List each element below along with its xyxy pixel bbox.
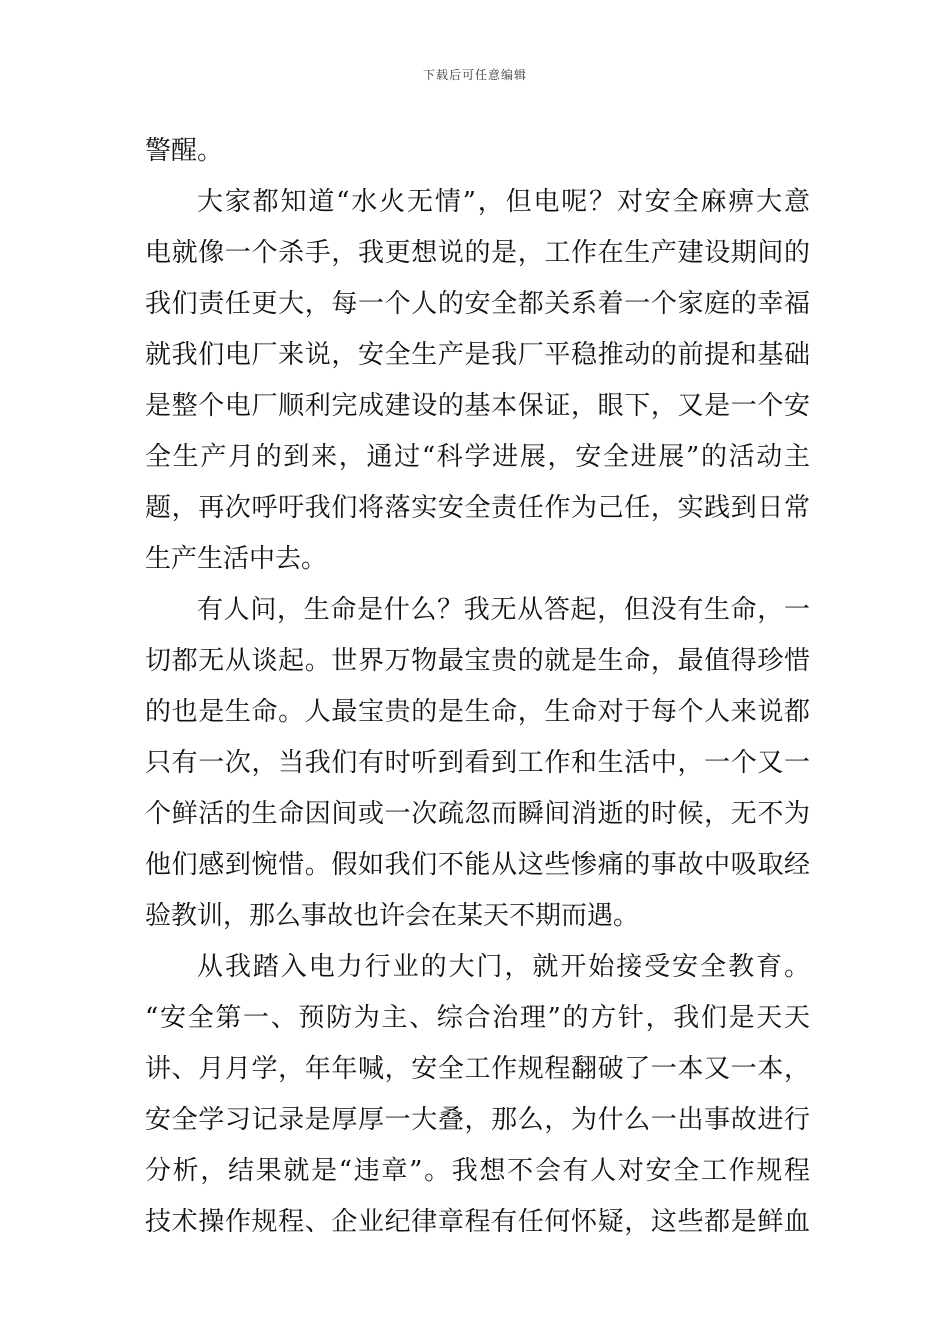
text-line: 大家都知道“水火无情”，但电呢？对安全麻痹大意: [197, 187, 810, 217]
text-line: 讲、月月学，年年喊，安全工作规程翻破了一本又一本，: [145, 1054, 810, 1084]
text-line: “安全第一、预防为主、综合治理”的方针，我们是天天: [145, 1003, 810, 1033]
text-line: 只有一次，当我们有时听到看到工作和生活中，一个又一: [145, 748, 810, 778]
text-line: 是整个电厂顺利完成建设的基本保证，眼下，又是一个安: [145, 391, 810, 421]
text-line: 警醒。: [145, 136, 224, 166]
text-line: 验教训，那么事故也许会在某天不期而遇。: [145, 901, 640, 931]
text-line: 安全学习记录是厚厚一大叠，那么，为什么一出事故进行: [145, 1105, 810, 1135]
text-line: 的也是生命。人最宝贵的是生命，生命对于每个人来说都: [145, 697, 810, 727]
text-line: 有人问，生命是什么？我无从答起，但没有生命，一: [197, 595, 810, 625]
text-line: 切都无从谈起。世界万物最宝贵的就是生命，最值得珍惜: [145, 646, 810, 676]
body-text: [145, 126, 810, 1248]
text-line: 题，再次呼吁我们将落实安全责任作为己任，实践到日常: [145, 493, 810, 523]
text-line: 个鲜活的生命因间或一次疏忽而瞬间消逝的时候，无不为: [145, 799, 810, 829]
page-header: 下载后可任意编辑: [422, 68, 527, 82]
text-line: 就我们电厂来说，安全生产是我厂平稳推动的前提和基础: [145, 340, 810, 370]
text-line: 生产生活中去。: [145, 544, 328, 574]
text-line: 电就像一个杀手，我更想说的是，工作在生产建设期间的: [145, 238, 810, 268]
text-line: 全生产月的到来，通过“科学进展，安全进展”的活动主: [145, 442, 810, 472]
text-line: 从我踏入电力行业的大门，就开始接受安全教育。: [197, 952, 810, 982]
text-line: 技术操作规程、企业纪律章程有任何怀疑，这些都是鲜血: [145, 1207, 810, 1237]
text-line: 我们责任更大，每一个人的安全都关系着一个家庭的幸福: [145, 289, 810, 319]
text-line: 分析，结果就是“违章”。我想不会有人对安全工作规程: [145, 1156, 810, 1186]
text-line: 他们感到惋惜。假如我们不能从这些惨痛的事故中吸取经: [145, 850, 810, 880]
